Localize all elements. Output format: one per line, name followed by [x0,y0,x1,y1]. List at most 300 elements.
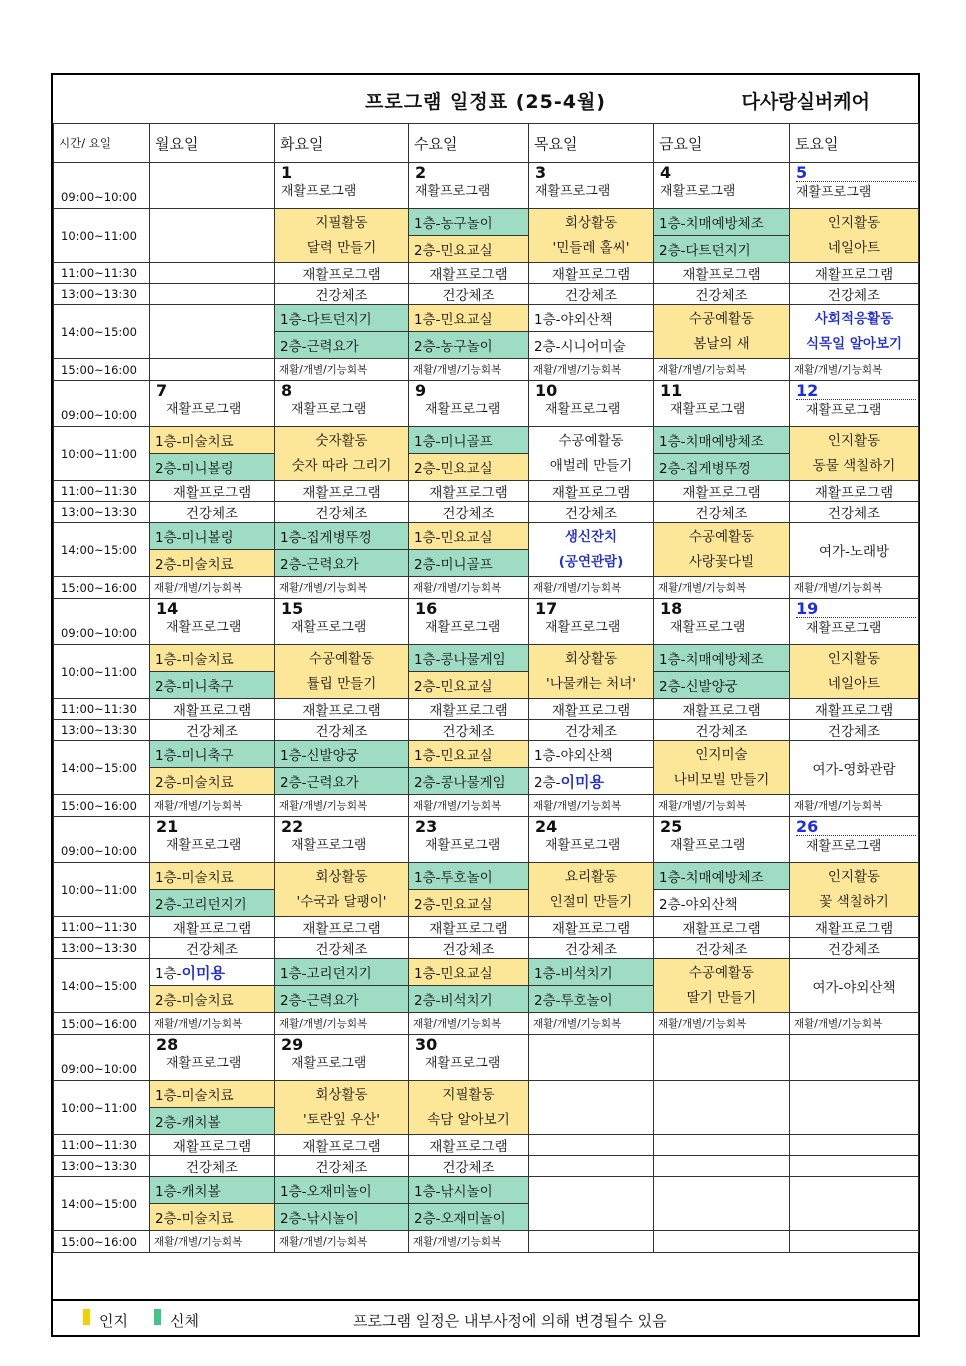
exercise-cell: 건강체조 [409,720,529,741]
legend-cognitive-label: 인지 [99,1312,128,1330]
rehab-individual-cell: 재활/개별/기능회복 [790,795,919,817]
rehab-label: 재활프로그램 [670,402,746,417]
rehab-cell: 재활프로그램 [275,481,409,502]
activity-title: 회상활동 [315,869,368,885]
exercise-cell [529,1156,654,1177]
exercise-cell: 건강체조 [654,938,790,959]
pm-row-a [54,305,919,332]
rehab-individual-cell: 재활/개별/기능회복 [275,577,409,599]
activity-title: 사회적응활동 [814,311,894,327]
time-slot: 11:00~11:30 [54,917,150,938]
activity-cell [275,1081,409,1135]
rehab-individual-cell: 재활/개별/기능회복 [150,1231,275,1253]
activity-detail: 인절미 만들기 [549,894,633,910]
time-slot: 09:00~10:00 [54,817,150,863]
rehab-individual-cell: 재활/개별/기능회복 [654,795,790,817]
activity-cell [654,959,790,1013]
day-cell-tuesday [275,381,409,427]
day-cell-wednesday [409,381,529,427]
empty-cell [790,1177,919,1231]
rehab-individual-cell: 재활/개별/기능회복 [654,577,790,599]
time-slot: 13:00~13:30 [54,502,150,523]
date-number: 28 [156,1035,179,1054]
exercise-cell [150,284,275,305]
rehab-individual-row [54,795,919,817]
activity-cell: 여가-노래방 [790,523,919,577]
exercise-cell: 건강체조 [409,502,529,523]
date-row [54,599,919,645]
activity-floor1: 1층-미니축구 [150,741,275,768]
rehab-individual-cell: 재활/개별/기능회복 [790,1013,919,1035]
activity-title: 요리활동 [564,869,618,885]
activity-floor2: 2층-집게병뚜껑 [654,454,790,481]
exercise-cell: 건강체조 [790,284,919,305]
date-number: 12 [796,381,819,400]
rehab-cell: 재활프로그램 [150,481,275,502]
rehab-label: 재활프로그램 [425,838,501,853]
activity-floor2: 2층-고리던지기 [150,890,275,917]
rehab-label: 재활프로그램 [545,620,621,635]
activity-prefix: 2층- [534,774,561,791]
activity-floor1: 1층-치매예방체조 [654,863,790,890]
day-cell-monday [150,1035,275,1081]
rehab-cell: 재활프로그램 [150,917,275,938]
activity-title: 지필활동 [442,1087,495,1103]
date-number: 30 [415,1035,438,1054]
am-row-b [54,672,919,699]
date-number: 9 [415,381,427,400]
exercise-cell: 건강체조 [654,720,790,741]
day-cell-friday [654,381,790,427]
rehab-cell: 재활프로그램 [409,917,529,938]
date-number: 10 [535,381,558,400]
activity-floor2: 2층-시니어미술 [529,332,654,359]
activity-detail: 꽃 색칠하기 [819,894,889,910]
date-row [54,1035,919,1081]
rehab-cell: 재활프로그램 [275,917,409,938]
organization-name: 다사랑실버케어 [741,91,870,113]
rehab-cell: 재활프로그램 [529,263,654,284]
rehab-individual-cell [654,1231,790,1253]
rehab-label: 재활프로그램 [425,620,501,635]
rehab-individual-row [54,1013,919,1035]
rehab-cell: 재활프로그램 [150,699,275,720]
empty-cell [529,1081,654,1135]
rehab-label: 재활프로그램 [545,402,621,417]
activity-floor2: 2층-미니골프 [409,550,529,577]
rehab-cell [150,263,275,284]
activity-title: 수공예활동 [688,311,755,327]
exercise-cell: 건강체조 [529,502,654,523]
time-slot: 10:00~11:00 [54,863,150,917]
rehab-label: 재활프로그램 [166,402,242,417]
rehab-individual-cell: 재활/개별/기능회복 [409,1013,529,1035]
exercise-cell: 건강체조 [150,720,275,741]
time-slot: 14:00~15:00 [54,305,150,359]
rehab-label: 재활프로그램 [796,399,916,422]
time-slot: 13:00~13:30 [54,1156,150,1177]
date-number: 26 [796,817,819,836]
day-cell-monday [150,599,275,645]
legend-physical-label: 신체 [170,1312,199,1330]
rehab-individual-cell: 재활/개별/기능회복 [409,359,529,381]
rehab-cell [654,1135,790,1156]
day-cell-thursday [529,599,654,645]
activity-cell [790,209,919,263]
day-cell-wednesday [409,817,529,863]
activity-detail: 숫자 따라 그리기 [291,458,392,474]
time-slot: 15:00~16:00 [54,1013,150,1035]
rehab-label: 재활프로그램 [670,620,746,635]
rehab-cell [790,1135,919,1156]
activity-detail: 달력 만들기 [306,240,377,256]
activity-floor2: 2층-근력요가 [275,768,409,795]
activity-title: 인지미술 [695,747,748,763]
am-row-b [54,454,919,481]
activity-floor1: 1층-치매예방체조 [654,645,790,672]
date-number: 17 [535,599,558,618]
activity-cell [529,523,654,577]
time-slot: 13:00~13:30 [54,284,150,305]
activity-floor1: 1층-민요교실 [409,305,529,332]
activity-detail: 동물 색칠하기 [812,458,896,474]
activity-title: 생신잔치 [564,529,618,545]
day-cell-wednesday [409,163,529,209]
time-slot: 11:00~11:30 [54,263,150,284]
activity-cell [529,427,654,481]
exercise-cell: 건강체조 [654,284,790,305]
date-row [54,381,919,427]
activity-floor2: 2층-미술치료 [150,550,275,577]
rehab-individual-cell: 재활/개별/기능회복 [275,359,409,381]
time-slot: 11:00~11:30 [54,1135,150,1156]
day-cell-friday [654,599,790,645]
activity-cell [790,645,919,699]
time-slot: 15:00~16:00 [54,577,150,599]
time-slot: 10:00~11:00 [54,645,150,699]
exercise-cell: 건강체조 [790,720,919,741]
short-row [54,699,919,720]
rehab-label: 재활프로그램 [291,620,367,635]
rehab-label: 재활프로그램 [281,184,357,199]
short-row [54,1135,919,1156]
day-cell-monday [150,817,275,863]
activity-title: 인지활동 [827,215,881,231]
activity-cell [529,863,654,917]
rehab-individual-cell: 재활/개별/기능회복 [150,795,275,817]
activity-cell [790,427,919,481]
physical-swatch [154,1309,161,1325]
date-number: 1 [281,163,293,182]
time-slot: 14:00~15:00 [54,523,150,577]
activity-cell [529,645,654,699]
day-cell-tuesday [275,817,409,863]
rehab-individual-row [54,1231,919,1253]
time-slot: 14:00~15:00 [54,741,150,795]
activity-floor1: 1층-야외산책 [529,305,654,332]
pm-row-a [54,523,919,550]
header-row [54,124,919,163]
am-row-a [54,209,919,236]
rehab-cell: 재활프로그램 [275,263,409,284]
date-number: 23 [415,817,438,836]
activity-floor1: 1층-캐치볼 [150,1177,275,1204]
activity-detail: 네일아트 [827,240,881,256]
activity-detail: 속담 알아보기 [427,1112,510,1128]
exercise-cell: 건강체조 [790,502,919,523]
day-cell-wednesday [409,599,529,645]
short-row [54,481,919,502]
time-slot: 11:00~11:30 [54,481,150,502]
rehab-label: 재활프로그램 [670,838,746,853]
time-slot: 14:00~15:00 [54,959,150,1013]
date-number: 19 [796,599,819,618]
activity-detail: 애벌레 만들기 [549,458,633,474]
time-slot: 11:00~11:30 [54,699,150,720]
activity-cell [275,427,409,481]
rehab-individual-cell [790,1231,919,1253]
exercise-cell: 건강체조 [150,1156,275,1177]
day-cell-thursday [529,163,654,209]
schedule-change-note: 프로그램 일정은 내부사정에 의해 변경될수 있음 [353,1312,667,1330]
short-row [54,284,919,305]
rehab-cell: 재활프로그램 [790,699,919,720]
time-slot: 14:00~15:00 [54,1177,150,1231]
date-number: 24 [535,817,558,836]
activity-detail: 사랑꽃다빌 [688,554,755,570]
rehab-label: 재활프로그램 [796,181,916,204]
date-number: 21 [156,817,179,836]
legend [53,1299,918,1335]
day-cell-saturday [790,817,919,863]
rehab-individual-cell: 재활/개별/기능회복 [275,1013,409,1035]
activity-detail: '토란잎 우산' [303,1112,380,1128]
activity-floor1: 1층-야외산책 [529,741,654,768]
am-row-a [54,1081,919,1108]
rehab-cell: 재활프로그램 [654,263,790,284]
rehab-label: 재활프로그램 [535,184,611,199]
day-cell-saturday [790,381,919,427]
empty-cell [654,1177,790,1231]
activity-floor2: 2층-낚시놀이 [275,1204,409,1231]
rehab-label: 재활프로그램 [166,1056,242,1071]
date-number: 25 [660,817,683,836]
activity-floor1: 1층-집게병뚜껑 [275,523,409,550]
activity-floor2: 2층-비석치기 [409,986,529,1013]
rehab-individual-cell: 재활/개별/기능회복 [790,359,919,381]
date-number: 16 [415,599,438,618]
day-cell-wednesday [409,1035,529,1081]
activity-floor1: 1층-미니볼링 [150,523,275,550]
exercise-cell: 건강체조 [275,1156,409,1177]
date-number: 5 [796,163,808,182]
activity-floor1: 1층-미니골프 [409,427,529,454]
date-row [54,817,919,863]
day-cell-friday [654,163,790,209]
day-cell-saturday [790,599,919,645]
rehab-individual-cell: 재활/개별/기능회복 [275,795,409,817]
day-cell-friday [654,1035,790,1081]
rehab-label: 재활프로그램 [166,620,242,635]
date-number: 4 [660,163,672,182]
rehab-individual-cell: 재활/개별/기능회복 [150,577,275,599]
schedule-table [53,123,919,1253]
empty-cell [790,1081,919,1135]
activity-floor1: 1층-민요교실 [409,741,529,768]
date-number: 7 [156,381,168,400]
date-number: 14 [156,599,179,618]
day-cell-friday [654,817,790,863]
rehab-cell: 재활프로그램 [409,1135,529,1156]
activity-cell [529,209,654,263]
day-cell-thursday [529,1035,654,1081]
activity-detail: 나비모빌 만들기 [673,772,770,788]
rehab-cell: 재활프로그램 [654,699,790,720]
rehab-label: 재활프로그램 [291,838,367,853]
activity-cell [790,863,919,917]
rehab-cell: 재활프로그램 [150,1135,275,1156]
rehab-cell: 재활프로그램 [409,481,529,502]
exercise-cell: 건강체조 [275,502,409,523]
activity-title: 인지활동 [827,433,881,449]
rehab-cell: 재활프로그램 [529,699,654,720]
activity-title: 수공예활동 [558,433,624,449]
activity-cell [654,305,790,359]
activity-cell: 여가-영화관람 [790,741,919,795]
day-cell-tuesday [275,163,409,209]
exercise-cell: 건강체조 [409,284,529,305]
exercise-cell: 건강체조 [529,720,654,741]
column-header-wednesday: 수요일 [409,124,529,163]
column-header-friday: 금요일 [654,124,790,163]
activity-floor2: 2층-근력요가 [275,550,409,577]
activity-floor2: 2층-근력요가 [275,332,409,359]
exercise-cell: 건강체조 [529,938,654,959]
activity-floor1: 1층-신발양궁 [275,741,409,768]
day-cell-saturday [790,1035,919,1081]
exercise-cell: 건강체조 [529,284,654,305]
activity-floor2: 2층-신발양궁 [654,672,790,699]
title-bar [53,75,918,124]
rehab-individual-row [54,359,919,381]
activity-detail: (공연관람) [558,554,624,570]
date-number: 22 [281,817,304,836]
time-slot: 09:00~10:00 [54,163,150,209]
schedule-sheet [51,73,920,1337]
time-slot: 15:00~16:00 [54,795,150,817]
time-slot: 09:00~10:00 [54,1035,150,1081]
rehab-label: 재활프로그램 [660,184,736,199]
page-title: 프로그램 일정표 (25-4월) [365,91,606,113]
activity-title: 회상활동 [564,651,618,667]
activity-title: 숫자활동 [315,433,368,449]
activity-floor1: 1층-다트던지기 [275,305,409,332]
exercise-cell [654,1156,790,1177]
rehab-individual-cell: 재활/개별/기능회복 [409,577,529,599]
activity-floor2: 2층-농구놀이 [409,332,529,359]
am-row-b [54,890,919,917]
activity-title: 인지활동 [827,869,881,885]
activity-floor1: 1층-고리던지기 [275,959,409,986]
time-slot: 15:00~16:00 [54,1231,150,1253]
date-number: 3 [535,163,547,182]
exercise-cell: 건강체조 [275,284,409,305]
rehab-individual-cell: 재활/개별/기능회복 [529,359,654,381]
exercise-cell: 건강체조 [275,720,409,741]
short-row [54,1156,919,1177]
activity-floor1: 1층-미술치료 [150,1081,275,1108]
day-cell-tuesday [275,599,409,645]
rehab-label: 재활프로그램 [425,1056,501,1071]
exercise-cell: 건강체조 [409,938,529,959]
time-slot: 09:00~10:00 [54,381,150,427]
rehab-label: 재활프로그램 [425,402,501,417]
rehab-individual-cell: 재활/개별/기능회복 [275,1231,409,1253]
day-cell-monday [150,381,275,427]
activity-floor1: 1층-농구놀이 [409,209,529,236]
short-row [54,720,919,741]
activity-floor2: 2층-캐치볼 [150,1108,275,1135]
activity-cell [275,863,409,917]
activity-cell [654,741,790,795]
rehab-individual-cell: 재활/개별/기능회복 [654,359,790,381]
time-slot: 13:00~13:30 [54,720,150,741]
rehab-label: 재활프로그램 [796,835,916,858]
activity-floor2: 2층-민요교실 [409,672,529,699]
activity-cell [654,523,790,577]
activity-detail: 튤립 만들기 [306,676,377,692]
activity-cell [409,1081,529,1135]
activity-floor2: 2층-콩나물게임 [409,768,529,795]
date-row [54,163,919,209]
activity-floor1: 1층-치매예방체조 [654,427,790,454]
am-row-a [54,863,919,890]
activity-cell [275,645,409,699]
activity-title: 회상활동 [315,1087,368,1103]
activity-floor2: 2층-미니축구 [150,672,275,699]
rehab-individual-cell [529,1231,654,1253]
rehab-cell: 재활프로그램 [409,699,529,720]
empty-cell [654,1081,790,1135]
date-number: 11 [660,381,683,400]
activity-highlight: 이미용 [560,772,604,791]
date-number: 29 [281,1035,304,1054]
rehab-label: 재활프로그램 [796,617,916,640]
activity-floor1: 1층-민요교실 [409,523,529,550]
activity-title: 수공예활동 [688,965,755,981]
activity-floor1: 1층-미술치료 [150,427,275,454]
day-cell-monday [150,163,275,209]
rehab-individual-cell: 재활/개별/기능회복 [654,1013,790,1035]
exercise-cell: 건강체조 [790,938,919,959]
activity-detail: '나물캐는 처녀' [546,676,636,692]
date-number: 2 [415,163,427,182]
rehab-individual-cell: 재활/개별/기능회복 [529,577,654,599]
schedule-body [54,163,919,1253]
column-header-tuesday: 화요일 [275,124,409,163]
empty-cell [529,1177,654,1231]
rehab-cell: 재활프로그램 [654,481,790,502]
activity-title: 수공예활동 [688,529,755,545]
short-row [54,917,919,938]
activity-cell [790,305,919,359]
rehab-individual-cell: 재활/개별/기능회복 [409,795,529,817]
activity-floor2: 2층-미술치료 [150,986,275,1013]
am-row-a [54,645,919,672]
rehab-individual-cell [150,359,275,381]
rehab-individual-cell: 재활/개별/기능회복 [529,1013,654,1035]
date-number: 18 [660,599,683,618]
